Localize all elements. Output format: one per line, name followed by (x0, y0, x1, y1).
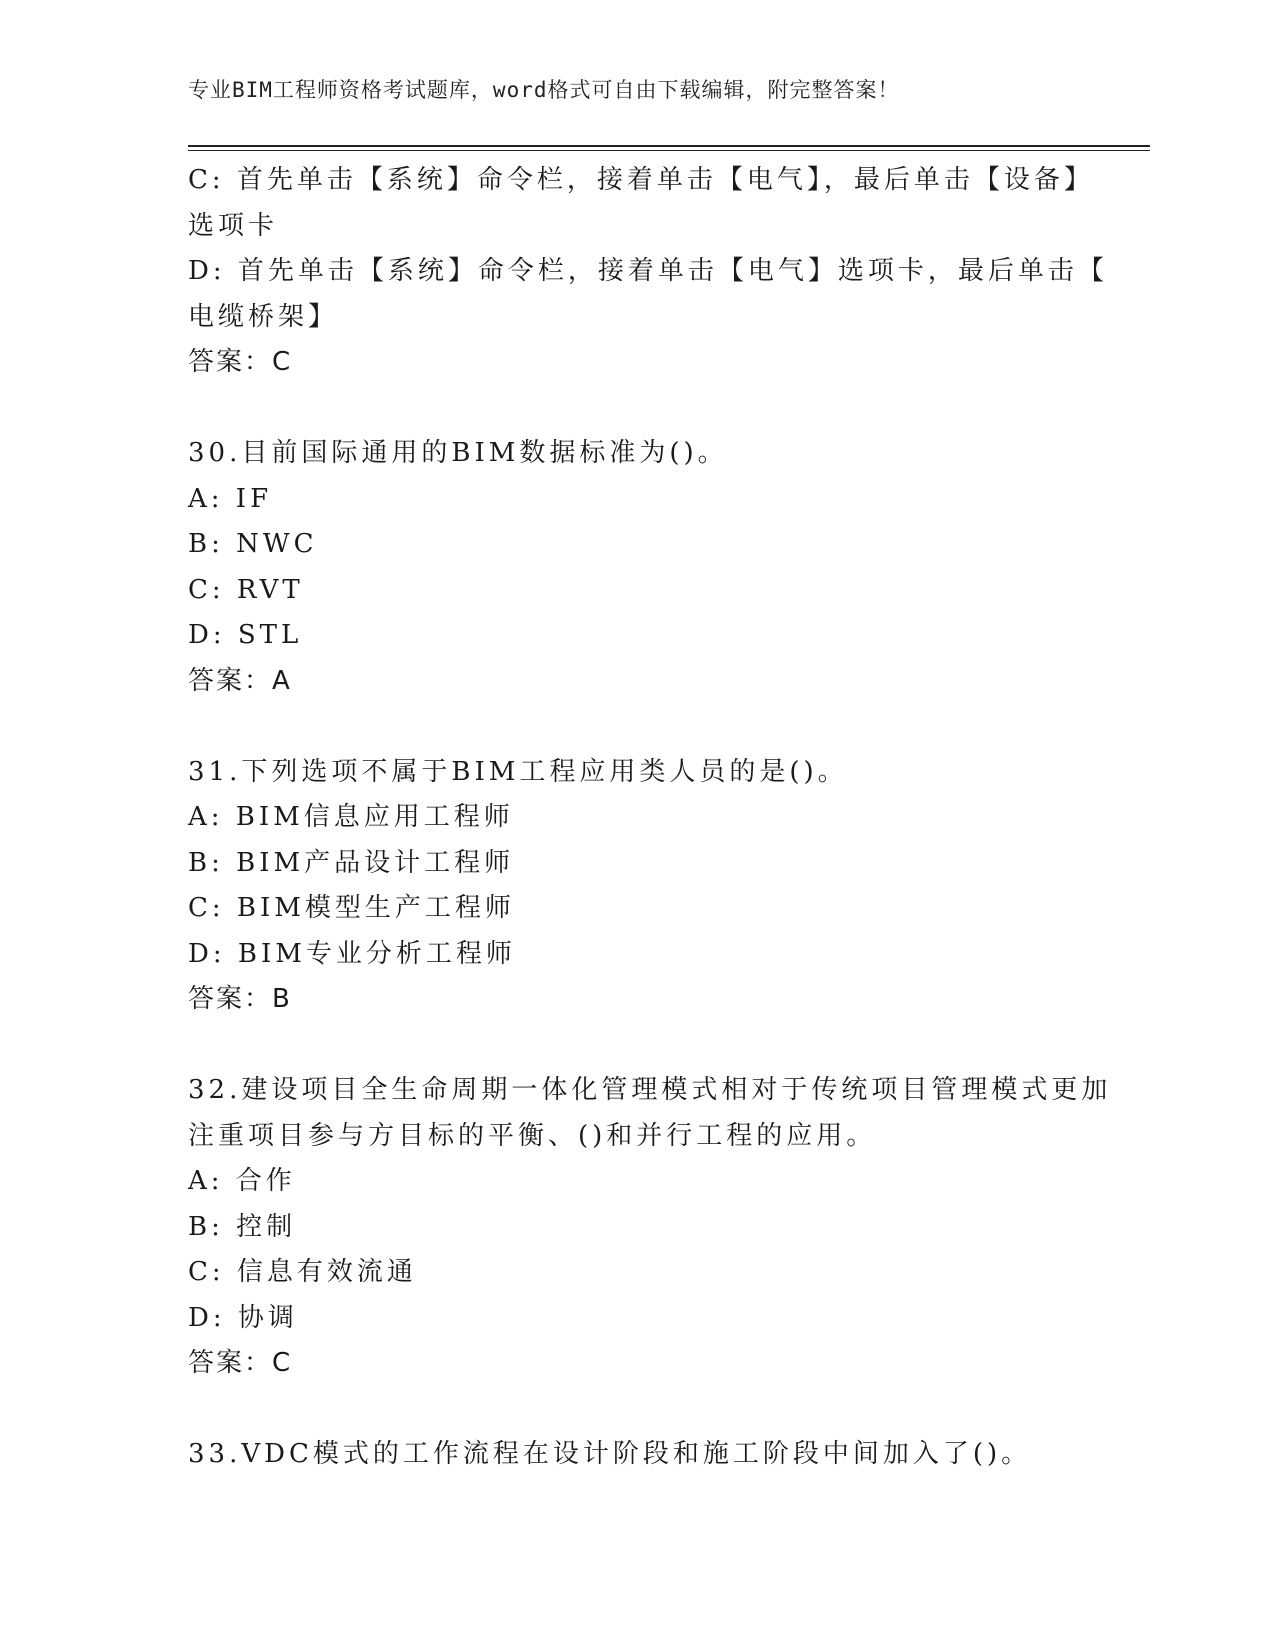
page-header: 专业BIM工程师资格考试题库，word格式可自由下载编辑，附完整答案！ (188, 78, 900, 102)
header-rule-thick (188, 145, 1150, 147)
option-d: D: 协调 (188, 1302, 298, 1333)
option-b: B: NWC (188, 529, 318, 559)
option-d: D: STL (188, 620, 303, 650)
option-a: A: IF (188, 483, 273, 514)
option-b: B: 控制 (188, 1211, 297, 1242)
option-line: D: 首先单击【系统】命令栏，接着单击【电气】选项卡，最后单击【 (188, 256, 1108, 286)
spacer (188, 1387, 1088, 1433)
question-text: 33.VDC模式的工作流程在设计阶段和施工阶段中间加入了()。 (188, 1439, 1032, 1469)
spacer (188, 1023, 1088, 1069)
answer-line: 答案：C (188, 347, 293, 377)
option-c: C: RVT (188, 574, 304, 605)
option-line: C: 首先单击【系统】命令栏，接着单击【电气】，最后单击【设备】 (188, 165, 1094, 195)
option-a: A: BIM信息应用工程师 (188, 802, 514, 832)
spacer (188, 386, 1088, 432)
option-c: C: BIM模型生产工程师 (188, 893, 515, 923)
option-a: A: 合作 (188, 1166, 296, 1196)
question-30 (188, 431, 1088, 704)
option-c: C: 信息有效流通 (188, 1257, 417, 1287)
option-line: 电缆桥架】 (188, 301, 339, 332)
question-33 (188, 1432, 1088, 1478)
answer-line: 答案：C (188, 1348, 293, 1378)
option-d: D: BIM专业分析工程师 (188, 938, 516, 969)
question-text: 31.下列选项不属于BIM工程应用类人员的是()。 (188, 756, 848, 787)
option-b: B: BIM产品设计工程师 (188, 847, 515, 878)
answer-line: 答案：A (188, 665, 292, 696)
question-31 (188, 750, 1088, 1023)
question-text: 30.目前国际通用的BIM数据标准为()。 (188, 438, 728, 468)
header-rule-thin (188, 150, 1150, 151)
question-content (188, 158, 1112, 1478)
answer-line: 答案：B (188, 984, 292, 1014)
option-line: 选项卡 (188, 210, 279, 241)
question-continued (188, 158, 1108, 386)
question-text: 32.建设项目全生命周期一体化管理模式相对于传统项目管理模式更加 (188, 1075, 1112, 1105)
question-32 (188, 1068, 1112, 1387)
question-text: 注重项目参与方目标的平衡、()和并行工程的应用。 (188, 1120, 877, 1151)
spacer (188, 704, 1088, 750)
